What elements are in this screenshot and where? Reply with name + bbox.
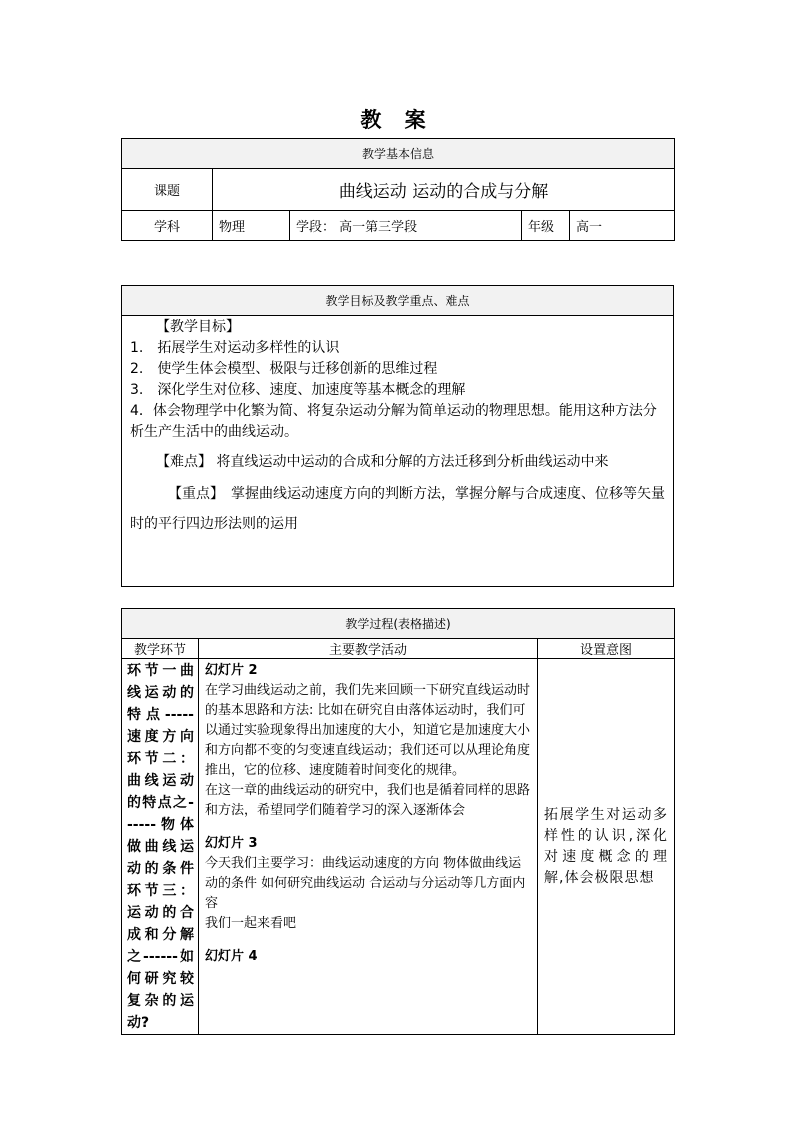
objectives-table (121, 285, 674, 587)
goal-item: 4．体会物理学中化繁为简、将复杂运动分解为简单运动的物理思想。能用这种方法分析生产生活中的曲线运动。 (130, 403, 657, 440)
col-intent-header: 设置意图 (538, 639, 675, 659)
activity-cell (199, 659, 538, 1035)
grade-value: 高一 (570, 211, 675, 241)
col-phase-header: 教学环节 (122, 639, 199, 659)
phase-cell: 环节一曲线运动的特点-----速度方向环节二：曲线运动的特点之------物体做曲线运动的条件环节三：运动的合成和分解之------如何研究较复杂的运动? (122, 659, 199, 1035)
slide-2-para-2: 在这一章的曲线运动的研究中，我们也是循着同样的思路和方法，希望同学们随着学习的深入逐渐体会 (205, 783, 531, 818)
objectives-header: 教学目标及教学重点、难点 (122, 286, 674, 316)
slide-3-para-1: 今天我们主要学习：曲线运动速度的方向 物体做曲线运动的条件 如何研究曲线运动 合运动与分运动等几方面内容 (205, 856, 526, 911)
goal-item: 2. 使学生体会模型、极限与迁移创新的思维过程 (130, 361, 438, 377)
slide-2-title: 幻灯片 2 (205, 663, 258, 678)
slide-3-title: 幻灯片 3 (205, 836, 258, 851)
basic-info-table (121, 138, 675, 241)
process-table (121, 608, 675, 1035)
subject-value: 物理 (213, 211, 290, 241)
slide-4-title: 幻灯片 4 (205, 949, 258, 964)
col-activity-header: 主要教学活动 (199, 639, 538, 659)
intent-cell: 拓展学生对运动多样性的认识,深化对速度概念的理解,体会极限思想 (538, 659, 675, 1035)
slide-2-para-1: 在学习曲线运动之前，我们先来回顾一下研究直线运动时的基本思路和方法: 比如在研究自由落体运动时，我们可以通过实验现象得出加速度的大小，知道它是加速度大小和方向都不变的匀变速直线运动；我们还可以从理论角度推出，它的位移、速度随着时间变化的规律。 (205, 683, 531, 778)
topic-value: 曲线运动 运动的合成与分解 (213, 169, 675, 211)
slide-3-para-2: 我们一起来看吧 (205, 916, 297, 931)
goal-item: 3. 深化学生对位移、速度、加速度等基本概念的理解 (130, 382, 466, 398)
process-header: 教学过程(表格描述) (122, 609, 675, 639)
subject-label: 学科 (122, 211, 213, 241)
grade-label: 年级 (522, 211, 570, 241)
topic-label: 课题 (122, 169, 213, 211)
objectives-body (122, 316, 674, 587)
stage-value: 学段： 高一第三学段 (290, 211, 522, 241)
document-title: 教 案 (360, 108, 434, 132)
difficulty-text: 【难点】 将直线运动中运动的合成和分解的方法迁移到分析曲线运动中来 (156, 454, 609, 470)
goal-item: 1. 拓展学生对运动多样性的认识 (130, 340, 340, 356)
key-point-text: 【重点】 掌握曲线运动速度方向的判断方法，掌握分解与合成速度、位移等矢量时的平行四边形法则的运用 (130, 486, 665, 532)
goals-heading: 【教学目标】 (156, 319, 240, 335)
basic-info-header: 教学基本信息 (122, 139, 675, 169)
